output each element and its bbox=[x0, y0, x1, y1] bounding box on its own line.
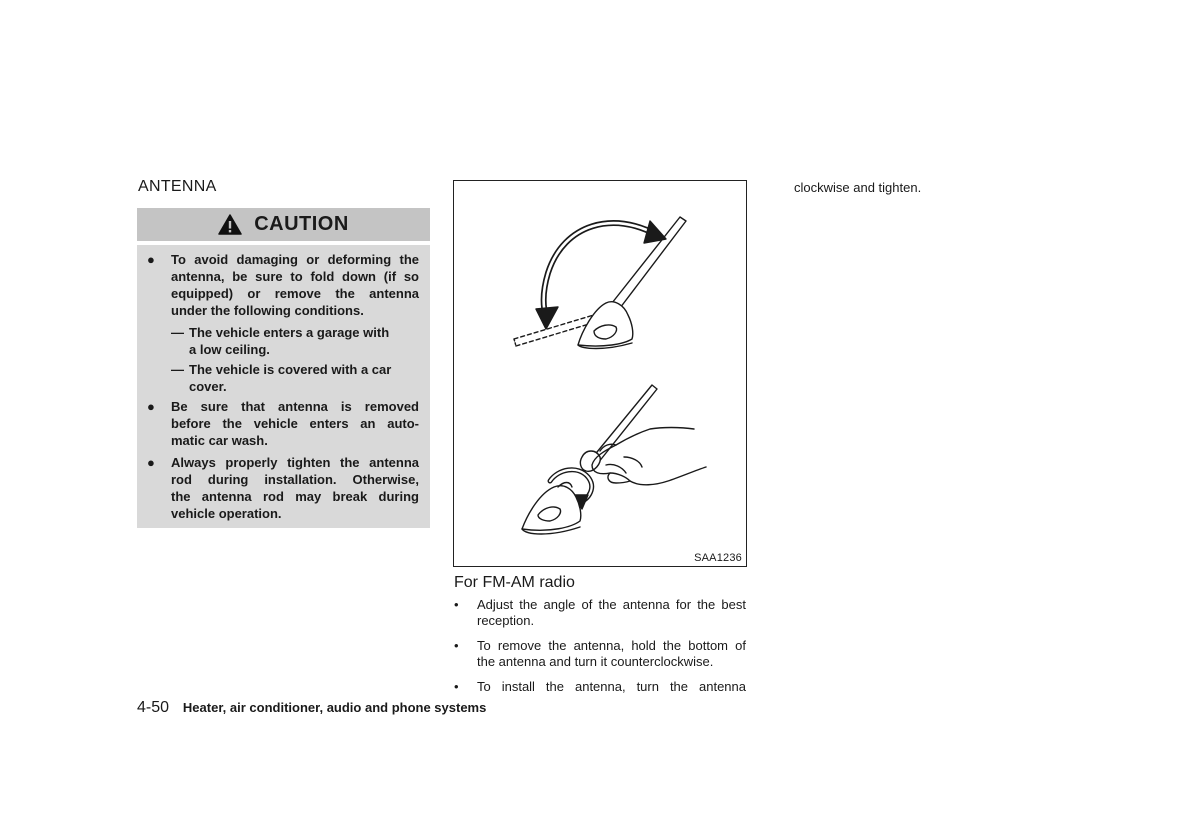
caution-line: before the vehicle enters an auto- bbox=[171, 416, 419, 431]
condition-line: The vehicle is covered with a car bbox=[189, 362, 392, 377]
warning-triangle-icon bbox=[218, 214, 242, 235]
section-title: ANTENNA bbox=[138, 178, 217, 195]
fm-am-line: Adjust the angle of the antenna for the best bbox=[477, 597, 746, 612]
caution-line: under the following conditions. bbox=[171, 303, 364, 318]
dash: — bbox=[171, 325, 184, 340]
antenna-illustration-icon bbox=[454, 181, 746, 566]
condition-line: The vehicle enters a garage with bbox=[189, 325, 390, 340]
continued-text: clockwise and tighten. bbox=[794, 180, 922, 195]
fm-am-line: reception. bbox=[477, 613, 535, 628]
condition-line: a low ceiling. bbox=[189, 342, 270, 357]
bullet: ● bbox=[147, 455, 155, 470]
fm-am-line: To install the antenna, turn the antenna bbox=[477, 679, 746, 694]
caution-title: CAUTION bbox=[254, 213, 349, 235]
dash: — bbox=[171, 362, 184, 377]
bullet: • bbox=[454, 638, 459, 653]
figure-label: SAA1236 bbox=[694, 552, 742, 564]
caution-line: equipped) or remove the antenna bbox=[171, 286, 419, 301]
subsection-heading: For FM-AM radio bbox=[454, 574, 575, 591]
fm-am-line: To remove the antenna, hold the bottom of bbox=[477, 638, 746, 653]
fm-am-line: the antenna and turn it counterclockwise. bbox=[477, 654, 714, 669]
caution-box bbox=[137, 208, 430, 528]
page-number: 4-50 bbox=[137, 699, 170, 716]
bullet: • bbox=[454, 597, 459, 612]
caution-line: rod during installation. Otherwise, bbox=[171, 472, 419, 487]
antenna-figure bbox=[453, 180, 747, 567]
bullet: ● bbox=[147, 252, 155, 267]
caution-line: antenna, be sure to fold down (if so bbox=[171, 269, 419, 284]
page-footer bbox=[137, 699, 486, 717]
caution-line: Always properly tighten the antenna bbox=[171, 455, 419, 470]
chapter-title: Heater, air conditioner, audio and phone systems bbox=[182, 700, 487, 715]
caution-header bbox=[137, 208, 430, 241]
caution-line: vehicle operation. bbox=[171, 506, 282, 521]
condition-line: cover. bbox=[189, 379, 227, 394]
bullet: ● bbox=[147, 399, 155, 414]
caution-line: the antenna rod may break during bbox=[171, 489, 419, 504]
caution-line: matic car wash. bbox=[171, 433, 268, 448]
caution-line: Be sure that antenna is removed bbox=[171, 399, 419, 414]
caution-line: To avoid damaging or deforming the bbox=[171, 252, 419, 267]
bullet: • bbox=[454, 679, 459, 694]
